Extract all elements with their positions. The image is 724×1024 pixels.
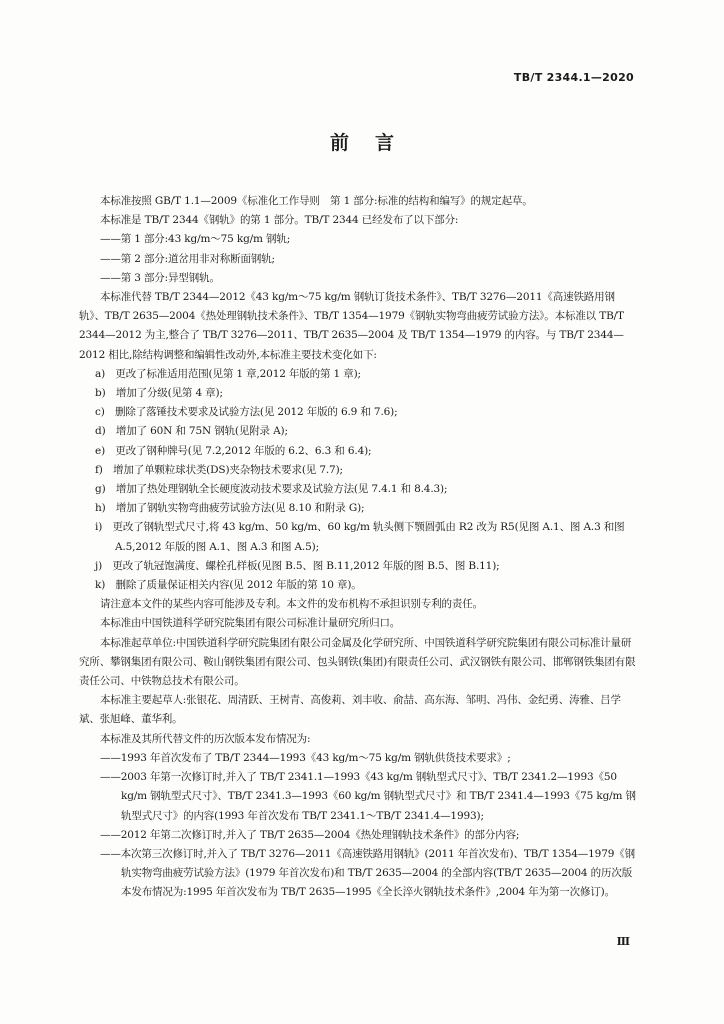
part-list-item: ——第 1 部分:43 kg/m～75 kg/m 钢轨; [100, 233, 291, 246]
change-list-item: f) 增加了单颗粒球状类(DS)夹杂物技术要求(见 7.7); [95, 463, 343, 476]
history-list-item: ——1993 年首次发布了 TB/T 2344—1993《43 kg/m～75 kg/m 钢轨供货技术要求》; [100, 751, 511, 764]
change-list-item: h) 增加了钢轨实物弯曲疲劳试验方法(见 8.10 和附录 G); [95, 502, 365, 515]
change-list-item: k) 删除了质量保证相关内容(见 2012 年版的第 10 章)。 [95, 579, 362, 592]
history-list-item: ——2012 年第二次修订时,并入了 TB/T 2635—2004《热处理钢轨技术条件》的部分内容; [100, 828, 520, 841]
change-list-item: b) 增加了分级(见第 4 章); [95, 387, 223, 400]
change-list-item: e) 更改了钢种牌号(见 7.2,2012 年版的 6.2、6.3 和 6.4); [95, 444, 372, 457]
change-list-item: c) 删除了落锤技术要求及试验方法(见 2012 年版的 6.9 和 7.6); [95, 406, 398, 419]
paragraph-proposer: 本标准由中国铁道科学研究院集团有限公司标准计量研究所归口。 [100, 617, 401, 630]
paragraph-drafting-units: 本标准起草单位:中国铁道科学研究院集团有限公司金属及化学研究所、中国铁道科学研究院集团有限公司标准计量研究所、攀钢集团有限公司、鞍山钢铁集团有限公司、包头钢铁(集团)有限责任公司、武汉钢铁有限公司、邯郸钢铁集团有限责任公司、中铁物总技术有限公司。 [79, 636, 636, 688]
paragraph-drafters: 本标准主要起草人:张银花、周清跃、王树青、高俊莉、刘丰收、俞喆、高东海、邹明、冯伟、金纪勇、涛雅、吕学斌、张旭峰、董华利。 [79, 694, 621, 726]
standard-number: TB/T 2344.1—2020 [513, 71, 634, 84]
change-list-item: d) 增加了 60N 和 75N 钢轨(见附录 A); [95, 425, 288, 438]
foreword-body [79, 192, 639, 903]
change-list-item: i) 更改了钢轨型式尺寸,将 43 kg/m、50 kg/m、60 kg/m 轨头侧下颚圆弧由 R2 改为 R5(见图 A.1、图 A.3 和图 A.5,2012 年版的图 A.1、图 A.3 和图 A.5); [95, 521, 625, 553]
paragraph-replaces: 本标准代替 TB/T 2344—2012《43 kg/m～75 kg/m 钢轨订货技术条件》、TB/T 3276—2011《高速铁路用钢轨》、TB/T 2635—2004《热处理钢轨技术条件》、TB/T 1354—1979《钢轨实物弯曲疲劳试验方法》。本标准以 TB/T 2344—2012 为主,整合了 TB/T 3276—2011、TB/T 2635—2004 及 TB/T 1354—1979 的内容。与 TB/T 2344—2012 相比,除结构调整和编辑性改动外,本标准主要技术变化如下: [79, 291, 624, 361]
part-list-item: ——第 2 部分:道岔用非对称断面钢轨; [100, 252, 275, 265]
part-list-item: ——第 3 部分:异型钢轨。 [100, 271, 220, 284]
page-title: 前言 [329, 132, 420, 154]
change-list-item: g) 增加了热处理钢轨全长硬度波动技术要求及试验方法(见 7.4.1 和 8.4.3); [95, 483, 448, 496]
history-list-item: ——2003 年第一次修订时,并入了 TB/T 2341.1—1993《43 kg/m 钢轨型式尺寸》、TB/T 2341.2—1993《50 kg/m 钢轨型式尺寸》、TB/T 2341.3—1993《60 kg/m 钢轨型式尺寸》和 TB/T 2341.4—1993《75 kg/m 钢轨型式尺寸》的内容(1993 年首次发布 TB/T 2341.1～TB/T 2341.4—1993); [100, 771, 636, 822]
paragraph-part-intro: 本标准是 TB/T 2344《钢轨》的第 1 部分。TB/T 2344 已经发布了以下部分: [100, 214, 459, 227]
change-list-item: j) 更改了轨冠饱满度、螺栓孔样板(见图 B.5、图 B.11,2012 年版的图 B.5、图 B.11); [95, 559, 500, 572]
paragraph-drafting-rules: 本标准按照 GB/T 1.1—2009《标准化工作导则 第 1 部分:标准的结构和编写》的规定起草。 [100, 195, 533, 207]
paragraph-history-intro: 本标准及其所代替文件的历次版本发布情况为: [100, 732, 311, 745]
paragraph-patent-notice: 请注意本文件的某些内容可能涉及专利。本文件的发布机构不承担识别专利的责任。 [100, 598, 483, 611]
change-list-item: a) 更改了标准适用范围(见第 1 章,2012 年版的第 1 章); [95, 367, 361, 380]
page-number: Ⅲ [616, 935, 630, 948]
history-list-item: ——本次第三次修订时,并入了 TB/T 3276—2011《高速铁路用钢轨》(2011 年首次发布)、TB/T 1354—1979《钢轨实物弯曲疲劳试验方法》(1979 年首次发布)和 TB/T 2635—2004 的全部内容(TB/T 2635—2004 的历次版本发布情况为:1995 年首次发布为 TB/T 2635—1995《全长淬火钢轨技术条件》,2004 年为第一次修订)。 [100, 847, 635, 899]
